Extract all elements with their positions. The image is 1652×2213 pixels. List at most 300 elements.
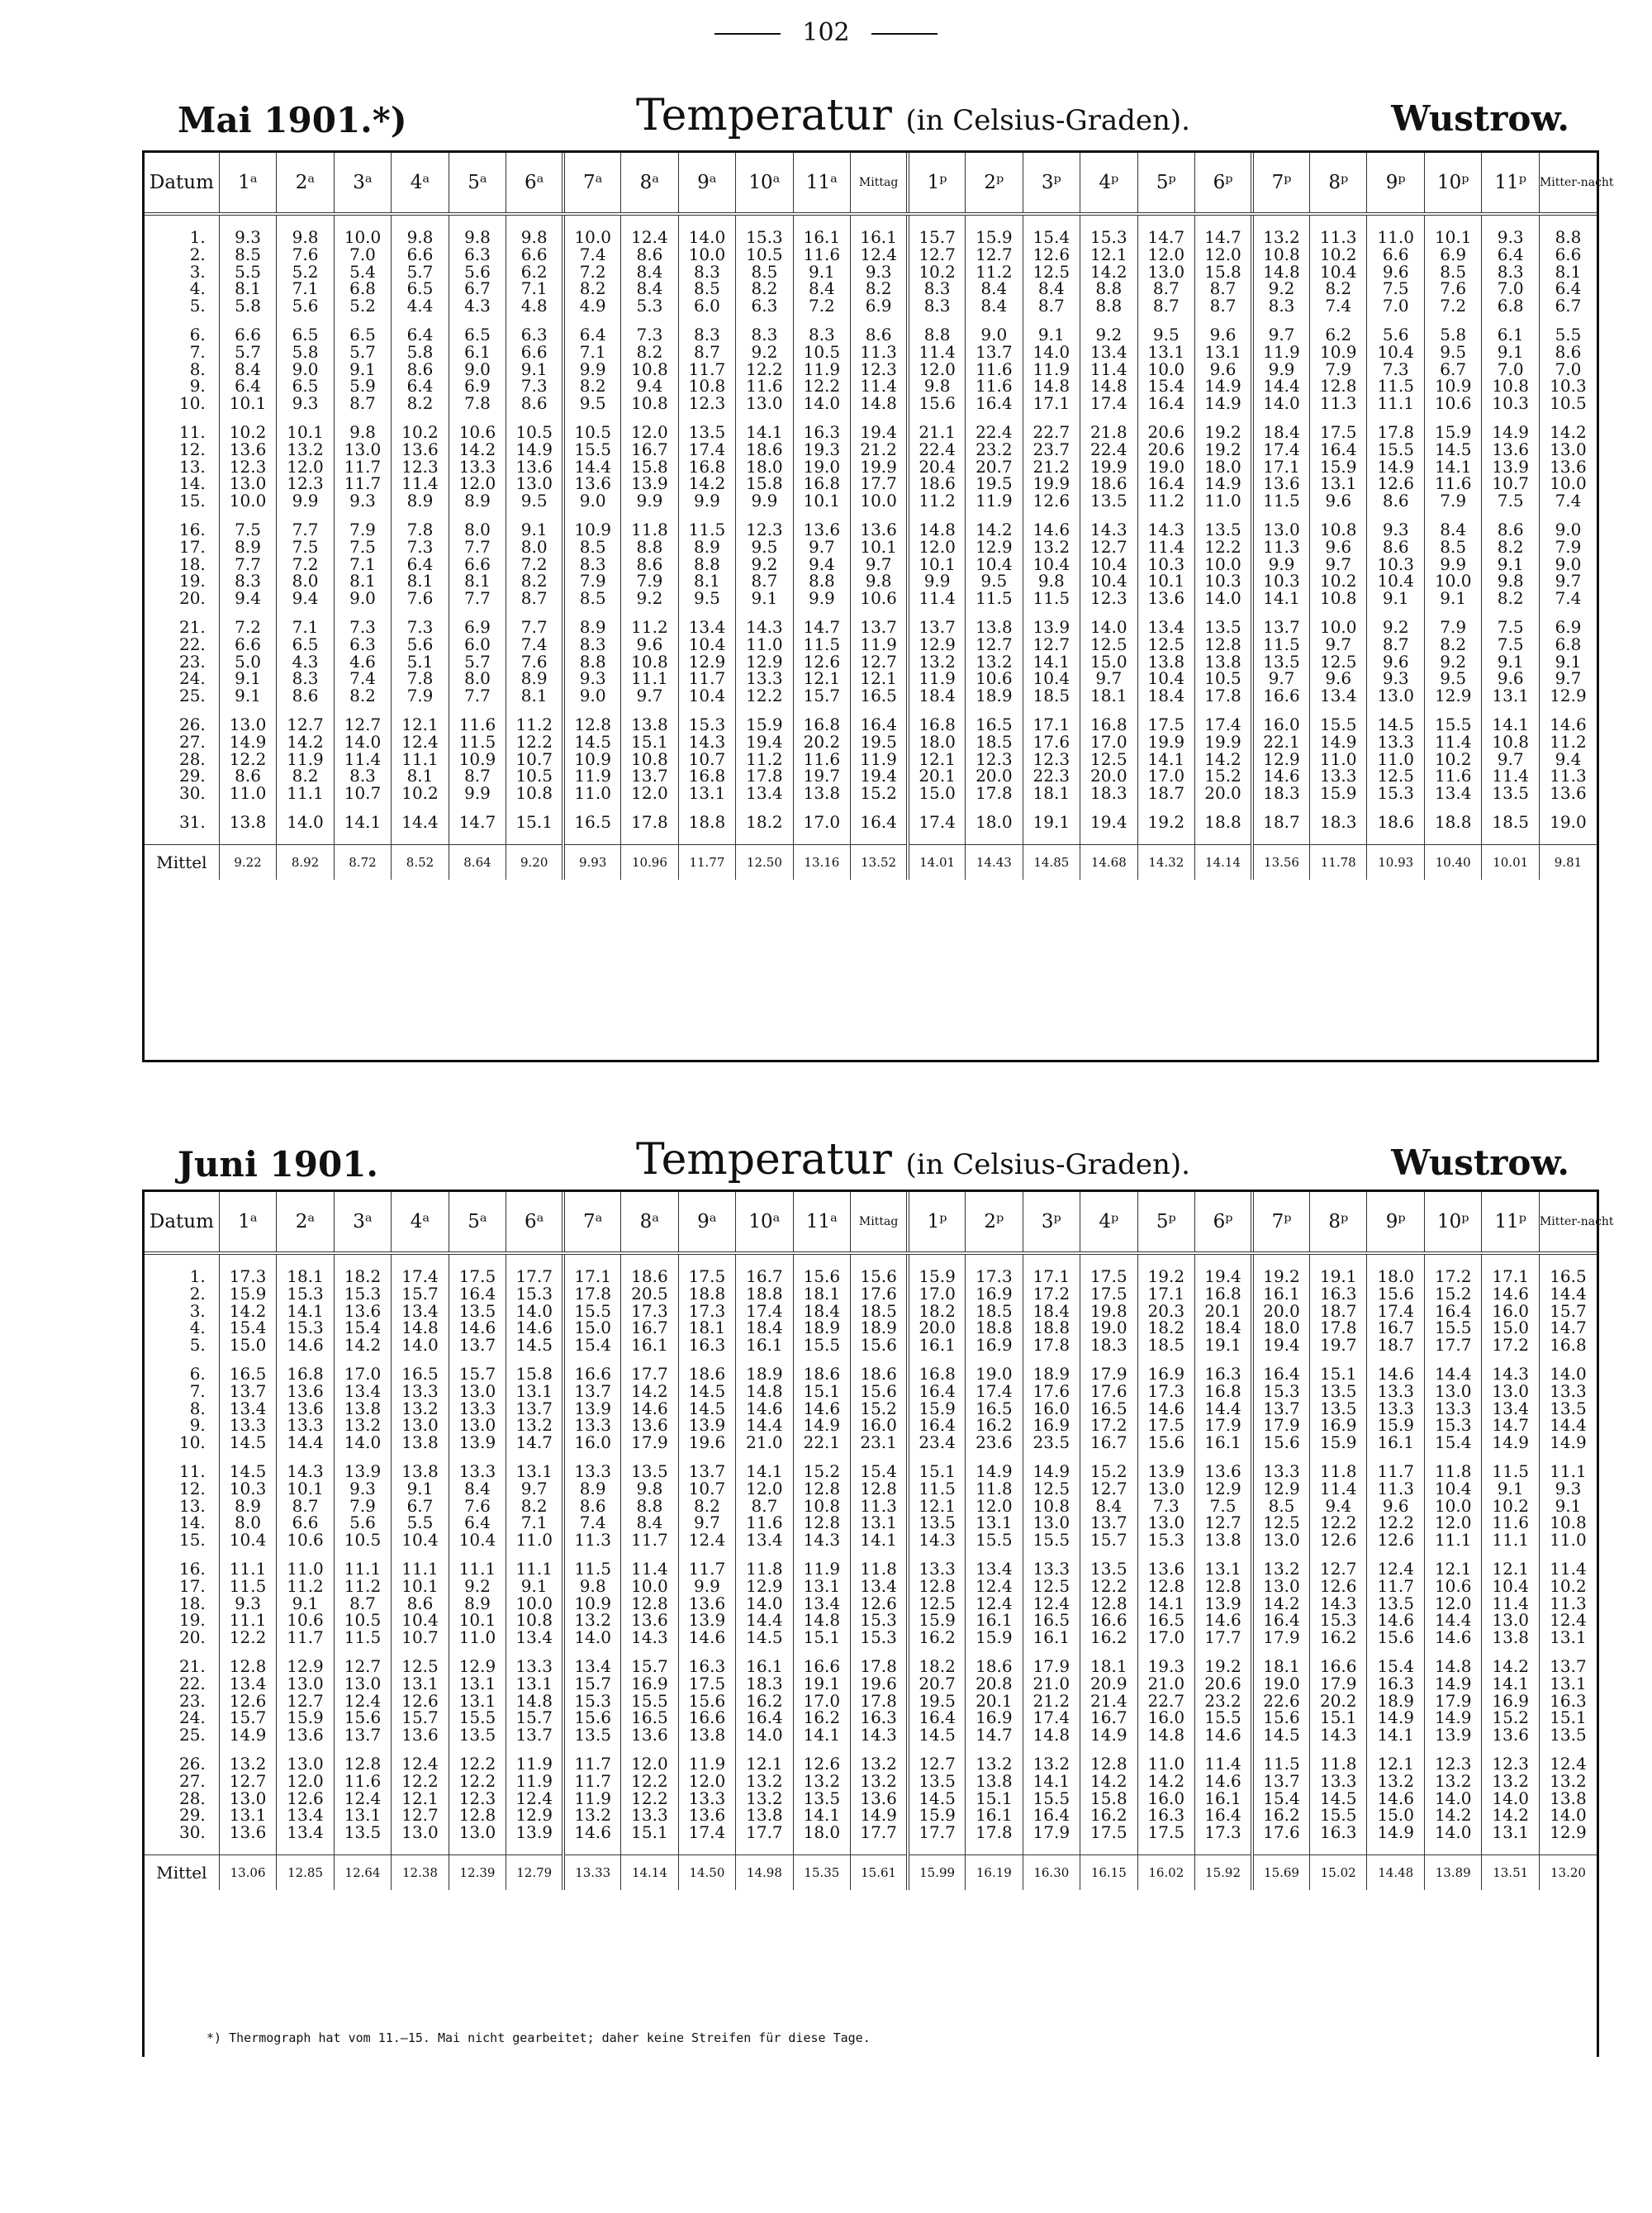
may-temp-cell: 10.3	[1137, 556, 1194, 573]
may-temp-cell: 9.5	[506, 492, 563, 510]
june-temp-cell: 16.1	[736, 1337, 793, 1354]
may-col-header: 7ᵃ	[563, 153, 620, 214]
june-temp-cell: 13.9	[506, 1824, 563, 1841]
may-temp-cell: 12.4	[851, 246, 908, 264]
may-temp-cell: 14.0	[277, 814, 334, 831]
june-temp-cell: 12.6	[1367, 1532, 1424, 1549]
may-table-row	[145, 619, 1597, 636]
may-temp-cell: 13.8	[793, 785, 850, 802]
may-temp-cell: 12.7	[966, 246, 1023, 264]
may-temp-cell: 5.7	[334, 344, 391, 361]
may-temp-cell: 10.8	[621, 395, 678, 412]
may-temp-cell: 12.4	[392, 734, 449, 751]
may-temp-cell: 8.8	[1080, 297, 1137, 315]
may-mittel-cell: 8.64	[449, 844, 506, 880]
june-temp-cell: 14.5	[736, 1629, 793, 1646]
june-temp-cell: 15.5	[1195, 1709, 1252, 1726]
june-temp-cell: 16.1	[621, 1337, 678, 1354]
may-temp-cell: 7.4	[506, 636, 563, 653]
june-temp-cell: 15.2	[1424, 1285, 1481, 1303]
may-temp-cell: 12.7	[277, 716, 334, 734]
may-temp-cell: 10.2	[1310, 246, 1367, 264]
may-temp-cell: 14.7	[1195, 229, 1252, 246]
june-temp-cell: 8.2	[506, 1498, 563, 1515]
may-table-row	[145, 572, 1597, 590]
may-temp-cell: 9.8	[1482, 572, 1539, 590]
june-temp-cell: 12.6	[219, 1693, 276, 1710]
june-temp-cell: 11.7	[621, 1532, 678, 1549]
may-table-row	[145, 751, 1597, 768]
june-temp-cell: 14.2	[1252, 1595, 1309, 1612]
june-temp-cell: 13.0	[1252, 1578, 1309, 1595]
may-temp-cell: 14.5	[1424, 441, 1481, 458]
june-temp-cell: 14.0	[334, 1434, 391, 1451]
june-temp-cell: 14.0	[736, 1595, 793, 1612]
june-temp-cell: 18.2	[334, 1268, 391, 1285]
june-temp-cell: 13.1	[449, 1693, 506, 1710]
june-temp-cell: 16.5	[1023, 1612, 1080, 1629]
june-table-row	[145, 1463, 1597, 1480]
june-temp-cell: 18.9	[736, 1365, 793, 1383]
june-temp-cell: 13.1	[1539, 1629, 1597, 1646]
june-temp-cell: 17.8	[851, 1658, 908, 1675]
may-temp-cell: 10.4	[1367, 344, 1424, 361]
may-temp-cell: 11.4	[1137, 539, 1194, 556]
june-temp-cell: 16.1	[1023, 1629, 1080, 1646]
june-col-header: 7ᵃ	[563, 1192, 620, 1253]
may-temp-cell: 8.3	[1482, 264, 1539, 281]
may-temp-cell: 16.4	[966, 395, 1023, 412]
may-temp-cell: 12.0	[277, 458, 334, 476]
june-col-header: 10ᵖ	[1424, 1192, 1481, 1253]
june-temp-cell: 17.2	[1482, 1337, 1539, 1354]
may-temp-cell: 12.3	[1080, 590, 1137, 607]
may-table-title: Temperatur (in Celsius-Graden).	[636, 91, 1190, 140]
may-temp-cell: 14.0	[1195, 590, 1252, 607]
may-temp-cell: 9.0	[563, 492, 620, 510]
june-temp-cell: 23.4	[908, 1434, 965, 1451]
may-temp-cell: 9.4	[793, 556, 850, 573]
june-temp-cell: 10.1	[392, 1578, 449, 1595]
june-temp-cell: 18.0	[793, 1824, 850, 1841]
june-temp-cell: 9.1	[1539, 1498, 1597, 1515]
june-temp-cell: 13.9	[678, 1612, 735, 1629]
may-temp-cell: 19.4	[1080, 814, 1137, 831]
june-table-row	[145, 1578, 1597, 1595]
june-temp-cell: 16.1	[736, 1658, 793, 1675]
may-temperature-table	[145, 153, 1614, 880]
june-temp-cell: 14.1	[793, 1726, 850, 1744]
may-col-header: 5ᵃ	[449, 153, 506, 214]
may-temp-cell: 9.7	[621, 687, 678, 705]
june-temp-cell: 14.8	[736, 1383, 793, 1400]
june-temp-cell: 6.7	[392, 1498, 449, 1515]
june-temp-cell: 16.9	[966, 1337, 1023, 1354]
june-temp-cell: 11.9	[506, 1773, 563, 1790]
may-temp-cell: 7.6	[277, 246, 334, 264]
may-temp-cell: 8.2	[851, 280, 908, 297]
may-temp-cell: 10.8	[1310, 521, 1367, 539]
june-temp-cell: 15.5	[1424, 1319, 1481, 1337]
may-temp-cell: 13.4	[1424, 785, 1481, 802]
june-temp-cell: 8.9	[563, 1480, 620, 1498]
june-temp-cell: 13.5	[1310, 1383, 1367, 1400]
june-temp-cell: 18.8	[966, 1319, 1023, 1337]
june-temp-cell: 10.0	[506, 1595, 563, 1612]
june-temp-cell: 12.0	[277, 1773, 334, 1790]
june-temp-cell: 11.6	[736, 1514, 793, 1532]
may-temp-cell: 8.6	[621, 556, 678, 573]
may-temp-cell: 18.0	[1195, 458, 1252, 476]
june-mittel-cell: 16.15	[1080, 1854, 1137, 1890]
may-temp-cell: 8.1	[506, 687, 563, 705]
may-temp-cell: 10.9	[449, 751, 506, 768]
june-mittel-cell: 12.79	[506, 1854, 563, 1890]
june-temp-cell: 7.9	[334, 1498, 391, 1515]
may-mittel-cell: 14.14	[1195, 844, 1252, 880]
may-temp-cell: 10.0	[334, 229, 391, 246]
june-temp-cell: 19.6	[678, 1434, 735, 1451]
june-header	[145, 1125, 1578, 1191]
june-temp-cell: 14.2	[219, 1303, 276, 1320]
june-temp-cell: 12.5	[1252, 1514, 1309, 1532]
may-temp-cell: 15.0	[908, 785, 965, 802]
may-temp-cell: 9.6	[1195, 326, 1252, 344]
june-date-cell: 17.	[178, 1575, 206, 1596]
may-temp-cell: 14.9	[219, 734, 276, 751]
may-temp-cell: 13.6	[1539, 785, 1597, 802]
june-date-cell: 23.	[178, 1690, 206, 1711]
may-temp-cell: 7.1	[506, 280, 563, 297]
june-temp-cell: 16.4	[1252, 1365, 1309, 1383]
may-temp-cell: 18.5	[1482, 814, 1539, 831]
may-temp-cell: 7.7	[277, 521, 334, 539]
june-temp-cell: 13.8	[392, 1434, 449, 1451]
june-temp-cell: 11.5	[219, 1578, 276, 1595]
june-temp-cell: 19.0	[1080, 1319, 1137, 1337]
june-temp-cell: 13.4	[392, 1303, 449, 1320]
june-station: Wustrow.	[1391, 1142, 1569, 1183]
may-temp-cell: 20.2	[793, 734, 850, 751]
june-mittel-cell: 13.89	[1424, 1854, 1481, 1890]
may-date-cell: 20.	[178, 588, 206, 609]
may-temp-cell: 20.1	[908, 767, 965, 785]
june-temp-cell: 13.9	[1137, 1463, 1194, 1480]
may-temp-cell: 15.2	[851, 785, 908, 802]
june-temp-cell: 12.8	[908, 1578, 965, 1595]
may-temp-cell: 12.2	[793, 378, 850, 395]
may-col-header: Mitter-nacht	[1539, 153, 1597, 214]
may-temp-cell: 14.1	[736, 424, 793, 441]
june-date-cell: 1.	[189, 1266, 206, 1286]
june-temp-cell: 12.5	[1023, 1480, 1080, 1498]
may-temp-cell: 4.6	[334, 653, 391, 671]
may-temp-cell: 13.4	[1080, 344, 1137, 361]
may-temp-cell: 9.6	[1310, 539, 1367, 556]
may-temp-cell: 11.0	[736, 636, 793, 653]
may-temp-cell: 7.4	[563, 246, 620, 264]
may-temp-cell: 14.7	[449, 814, 506, 831]
may-temp-cell: 8.9	[678, 539, 735, 556]
june-temp-cell: 10.9	[563, 1595, 620, 1612]
may-mittel-cell: 14.68	[1080, 844, 1137, 880]
may-temp-cell: 8.2	[621, 344, 678, 361]
june-temp-cell: 13.6	[621, 1612, 678, 1629]
may-temp-cell: 17.5	[1137, 716, 1194, 734]
june-temp-cell: 17.4	[736, 1303, 793, 1320]
june-temp-cell: 12.1	[1367, 1755, 1424, 1773]
may-temp-cell: 17.0	[1080, 734, 1137, 751]
may-temp-cell: 13.7	[851, 619, 908, 636]
may-temp-cell: 9.7	[1539, 572, 1597, 590]
june-temp-cell: 13.5	[1539, 1400, 1597, 1418]
june-temp-cell: 17.1	[1482, 1268, 1539, 1285]
june-temp-cell: 14.9	[966, 1463, 1023, 1480]
may-temp-cell: 8.3	[334, 767, 391, 785]
june-temp-cell: 12.8	[334, 1755, 391, 1773]
may-mittel-cell: 11.77	[678, 844, 735, 880]
june-temp-cell: 17.6	[851, 1285, 908, 1303]
june-temp-cell: 14.3	[1310, 1726, 1367, 1744]
june-temp-cell: 13.9	[1424, 1726, 1481, 1744]
june-temp-cell: 18.5	[851, 1303, 908, 1320]
june-temp-cell: 23.1	[851, 1434, 908, 1451]
may-temp-cell: 10.4	[1137, 670, 1194, 687]
june-temp-cell: 14.8	[1137, 1726, 1194, 1744]
may-temp-cell: 12.4	[621, 229, 678, 246]
june-col-header: 11ᵃ	[793, 1192, 850, 1253]
may-temp-cell: 19.3	[793, 441, 850, 458]
may-temp-cell: 9.1	[506, 521, 563, 539]
june-temp-cell: 16.6	[563, 1365, 620, 1383]
may-temp-cell: 7.6	[1424, 280, 1481, 297]
june-table-row	[145, 1514, 1597, 1532]
may-temp-cell: 13.5	[1195, 619, 1252, 636]
june-mittel-label: Mittel	[145, 1854, 219, 1890]
may-mittel-cell: 14.43	[966, 844, 1023, 880]
june-temp-cell: 12.9	[449, 1658, 506, 1675]
june-temp-cell: 16.3	[678, 1658, 735, 1675]
june-temp-cell: 16.3	[1310, 1824, 1367, 1841]
may-temp-cell: 19.7	[793, 767, 850, 785]
may-temp-cell: 14.8	[1252, 264, 1309, 281]
june-temp-cell: 14.6	[1367, 1612, 1424, 1629]
june-temp-cell: 14.4	[1195, 1400, 1252, 1418]
may-temp-cell: 11.9	[793, 361, 850, 378]
june-temp-cell: 15.4	[563, 1337, 620, 1354]
june-temp-cell: 12.9	[1195, 1480, 1252, 1498]
may-temp-cell: 5.6	[449, 264, 506, 281]
june-mittel-cell: 16.19	[966, 1854, 1023, 1890]
june-temp-cell: 17.7	[621, 1365, 678, 1383]
june-temp-cell: 11.4	[1539, 1560, 1597, 1578]
june-temp-cell: 14.7	[1482, 1417, 1539, 1434]
may-temp-cell: 9.3	[277, 395, 334, 412]
may-temp-cell: 9.2	[1080, 326, 1137, 344]
may-date-cell: 15.	[178, 491, 206, 511]
june-temp-cell: 5.6	[334, 1514, 391, 1532]
may-table-row	[145, 441, 1597, 458]
june-table-row	[145, 1268, 1597, 1285]
may-date-cell: 18.	[178, 553, 206, 574]
may-temp-cell: 17.8	[736, 767, 793, 785]
may-temp-cell: 7.4	[1310, 297, 1367, 315]
may-temp-cell: 10.4	[1023, 670, 1080, 687]
may-temp-cell: 13.0	[506, 475, 563, 492]
june-temp-cell: 12.7	[1080, 1480, 1137, 1498]
may-table-row	[145, 767, 1597, 785]
may-temp-cell: 9.0	[966, 326, 1023, 344]
may-temp-cell: 9.0	[563, 687, 620, 705]
june-temp-cell: 14.7	[1539, 1319, 1597, 1337]
june-temp-cell: 16.7	[621, 1319, 678, 1337]
may-temp-cell: 10.2	[219, 424, 276, 441]
may-temp-cell: 10.3	[1252, 572, 1309, 590]
june-mittel-cell: 15.02	[1310, 1854, 1367, 1890]
may-temp-cell: 6.9	[1424, 246, 1481, 264]
june-date-cell: 18.	[178, 1593, 206, 1613]
june-temp-cell: 15.9	[1367, 1417, 1424, 1434]
june-temp-cell: 13.7	[563, 1383, 620, 1400]
june-temp-cell: 16.1	[1252, 1285, 1309, 1303]
page-number: 102	[802, 18, 850, 47]
may-temp-cell: 7.1	[334, 556, 391, 573]
may-temp-cell: 12.7	[908, 246, 965, 264]
may-temp-cell: 12.0	[1137, 246, 1194, 264]
may-temp-cell: 12.1	[908, 751, 965, 768]
may-temp-cell: 8.7	[736, 572, 793, 590]
june-temp-cell: 12.2	[621, 1790, 678, 1807]
june-temp-cell: 10.2	[1539, 1578, 1597, 1595]
june-temp-cell: 20.5	[621, 1285, 678, 1303]
may-temp-cell: 12.3	[851, 361, 908, 378]
may-temp-cell: 7.3	[1367, 361, 1424, 378]
may-temp-cell: 9.9	[908, 572, 965, 590]
may-temp-cell: 11.4	[1424, 734, 1481, 751]
june-temp-cell: 11.1	[334, 1560, 391, 1578]
june-temp-cell: 15.5	[793, 1337, 850, 1354]
may-mittel-cell: 9.93	[563, 844, 620, 880]
june-mittel-cell: 16.02	[1137, 1854, 1194, 1890]
june-temp-cell: 18.9	[793, 1319, 850, 1337]
june-temp-cell: 13.1	[1539, 1675, 1597, 1693]
june-date-cell: 24.	[178, 1707, 206, 1728]
may-temp-cell: 7.2	[793, 297, 850, 315]
june-temp-cell: 13.3	[621, 1807, 678, 1824]
may-temp-cell: 10.4	[966, 556, 1023, 573]
may-temp-cell: 10.2	[1310, 572, 1367, 590]
may-temp-cell: 8.2	[506, 572, 563, 590]
june-mittel-cell: 12.38	[392, 1854, 449, 1890]
june-temp-cell: 15.3	[506, 1285, 563, 1303]
june-temp-cell: 20.1	[966, 1693, 1023, 1710]
may-temp-cell: 8.3	[736, 326, 793, 344]
june-temp-cell: 13.0	[392, 1824, 449, 1841]
june-col-header: 2ᵖ	[966, 1192, 1023, 1253]
june-col-header: 6ᵖ	[1195, 1192, 1252, 1253]
may-temp-cell: 19.5	[851, 734, 908, 751]
june-temp-cell: 13.2	[851, 1773, 908, 1790]
june-temp-cell: 13.2	[506, 1417, 563, 1434]
may-temp-cell: 8.2	[1424, 636, 1481, 653]
may-temp-cell: 19.4	[851, 767, 908, 785]
june-temp-cell: 11.3	[851, 1498, 908, 1515]
june-temp-cell: 7.3	[1137, 1498, 1194, 1515]
june-temp-cell: 15.1	[966, 1790, 1023, 1807]
june-temp-cell: 14.6	[277, 1337, 334, 1354]
june-temp-cell: 13.2	[563, 1807, 620, 1824]
may-table-row	[145, 590, 1597, 607]
may-temp-cell: 9.1	[334, 361, 391, 378]
june-temp-cell: 12.7	[1195, 1514, 1252, 1532]
june-temp-cell: 14.1	[736, 1463, 793, 1480]
june-temp-cell: 18.9	[1367, 1693, 1424, 1710]
may-temp-cell: 10.8	[1482, 378, 1539, 395]
may-temp-cell: 10.5	[1195, 670, 1252, 687]
may-temp-cell: 13.6	[506, 458, 563, 476]
may-temp-cell: 13.2	[1252, 229, 1309, 246]
june-temp-cell: 12.1	[736, 1755, 793, 1773]
may-temp-cell: 5.2	[277, 264, 334, 281]
june-temp-cell: 13.4	[277, 1824, 334, 1841]
june-temp-cell: 15.6	[1252, 1434, 1309, 1451]
june-temp-cell: 13.6	[392, 1726, 449, 1744]
june-temp-cell: 16.4	[1252, 1612, 1309, 1629]
june-temp-cell: 10.8	[506, 1612, 563, 1629]
may-temp-cell: 11.6	[449, 716, 506, 734]
june-table-row	[145, 1773, 1597, 1790]
may-mittel-cell: 10.96	[621, 844, 678, 880]
june-temp-cell: 19.2	[1137, 1268, 1194, 1285]
june-temp-cell: 14.4	[1424, 1612, 1481, 1629]
june-temp-cell: 11.5	[334, 1629, 391, 1646]
may-temp-cell: 16.4	[1137, 395, 1194, 412]
june-temp-cell: 15.6	[851, 1268, 908, 1285]
may-temp-cell: 16.4	[1310, 441, 1367, 458]
may-temp-cell: 19.4	[851, 424, 908, 441]
june-temp-cell: 14.6	[506, 1319, 563, 1337]
june-temp-cell: 6.6	[277, 1514, 334, 1532]
may-temp-cell: 12.1	[1080, 246, 1137, 264]
may-temp-cell: 13.7	[1252, 619, 1309, 636]
may-temp-cell: 11.3	[851, 344, 908, 361]
june-temp-cell: 18.1	[277, 1268, 334, 1285]
june-temp-cell: 15.3	[1424, 1417, 1481, 1434]
may-temp-cell: 18.1	[1023, 785, 1080, 802]
june-temp-cell: 16.1	[1367, 1434, 1424, 1451]
may-temp-cell: 12.9	[678, 653, 735, 671]
june-temp-cell: 14.2	[334, 1337, 391, 1354]
june-temp-cell: 16.9	[966, 1285, 1023, 1303]
june-temp-cell: 14.4	[736, 1612, 793, 1629]
june-temp-cell: 12.6	[1310, 1532, 1367, 1549]
may-date-cell: 8.	[189, 359, 206, 379]
june-temp-cell: 14.6	[1367, 1365, 1424, 1383]
may-temp-cell: 18.6	[1080, 475, 1137, 492]
june-temp-cell: 18.9	[851, 1319, 908, 1337]
june-temp-cell: 16.9	[1482, 1693, 1539, 1710]
june-temp-cell: 16.5	[1137, 1612, 1194, 1629]
footnote-area	[142, 2024, 1599, 2057]
june-temp-cell: 17.5	[1080, 1268, 1137, 1285]
may-temp-cell: 17.1	[1252, 458, 1309, 476]
june-temp-cell: 18.6	[966, 1658, 1023, 1675]
may-temp-cell: 17.8	[966, 785, 1023, 802]
may-temp-cell: 15.2	[1195, 767, 1252, 785]
may-temp-cell: 10.4	[1080, 556, 1137, 573]
may-temp-cell: 7.5	[1482, 619, 1539, 636]
may-temp-cell: 9.0	[1539, 556, 1597, 573]
